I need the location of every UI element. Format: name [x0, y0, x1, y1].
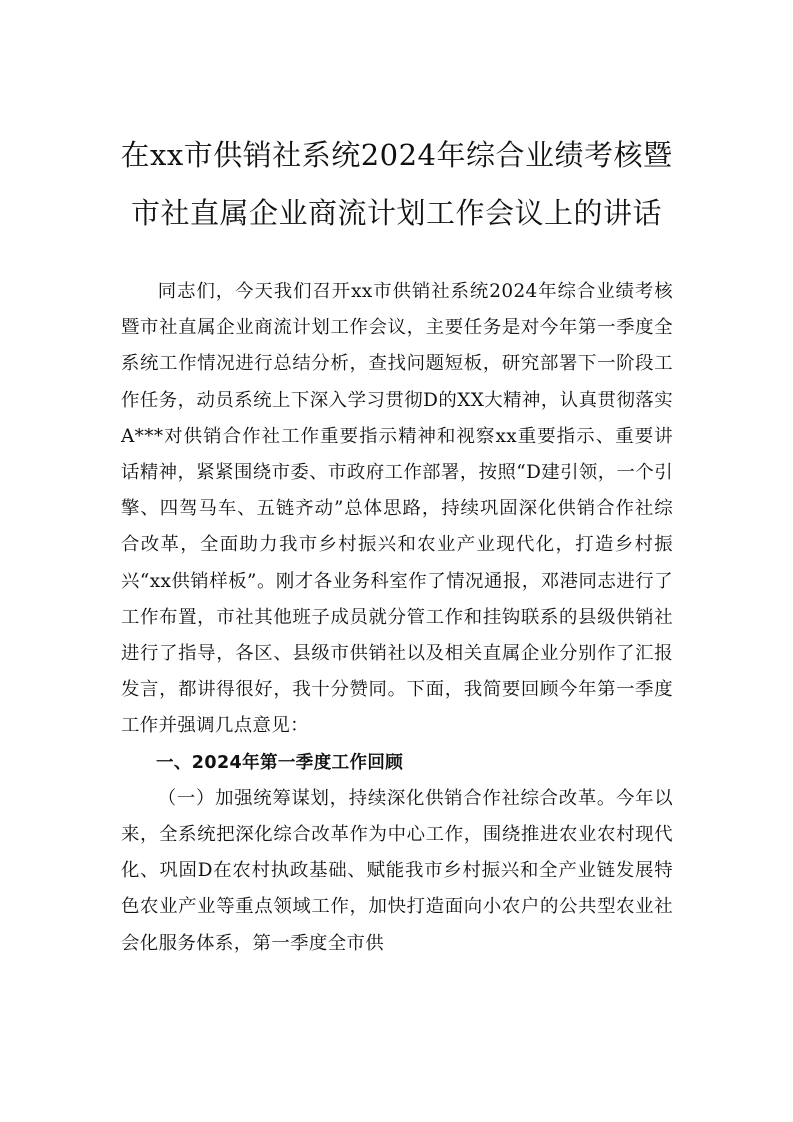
section-heading: 一、2024年第一季度工作回顾 [156, 752, 404, 773]
document-title [60, 126, 733, 242]
document-body [121, 274, 673, 962]
body-paragraph-opening: 同志们，今天我们召开xx市供销社系统2024年综合业绩考核暨市社直属企业商流计划工作会议，主要任务是对今年第一季度全系统工作情况进行总结分析，查找问题短板，研究部署下一阶段工作任务，动员系统上下深入学习贯彻D的XX大精神，认真贯彻落实A***对供销合作社工作重要指示精神和视察xx重要指示、重要讲话精神，紧紧围绕市委、市政府工作部署，按照“D建引领，一个引擎、四驾马车、五链齐动”总体思路，持续巩固深化供销合作社综合改革，全面助力我市乡村振兴和农业产业现代化，打造乡村振兴“xx供销样板”。刚才各业务科室作了情况通报，邓港同志进行了工作布置，市社其他班子成员就分管工作和挂钩联系的县级供销社进行了指导，各区、县级市供销社以及相关直属企业分别作了汇报发言，都讲得很好，我十分赞同。下面，我简要回顾今年第一季度工作并强调几点意见： [121, 281, 673, 737]
title-line-2: 市社直属企业商流计划工作会议上的讲话 [130, 196, 662, 230]
body-paragraph-subsection: （一）加强统筹谋划，持续深化供销合作社综合改革。今年以来，全系统把深化综合改革作为中心工作，围绕推进农业农村现代化、巩固D在农村执政基础、赋能我市乡村振兴和全产业链发展特色农业产业等重点领域工作，加快打造面向小农户的公共型农业社会化服务体系，第一季度全市供 [121, 787, 673, 954]
title-line-1: 在xx市供销社系统2024年综合业绩考核暨 [120, 138, 673, 172]
